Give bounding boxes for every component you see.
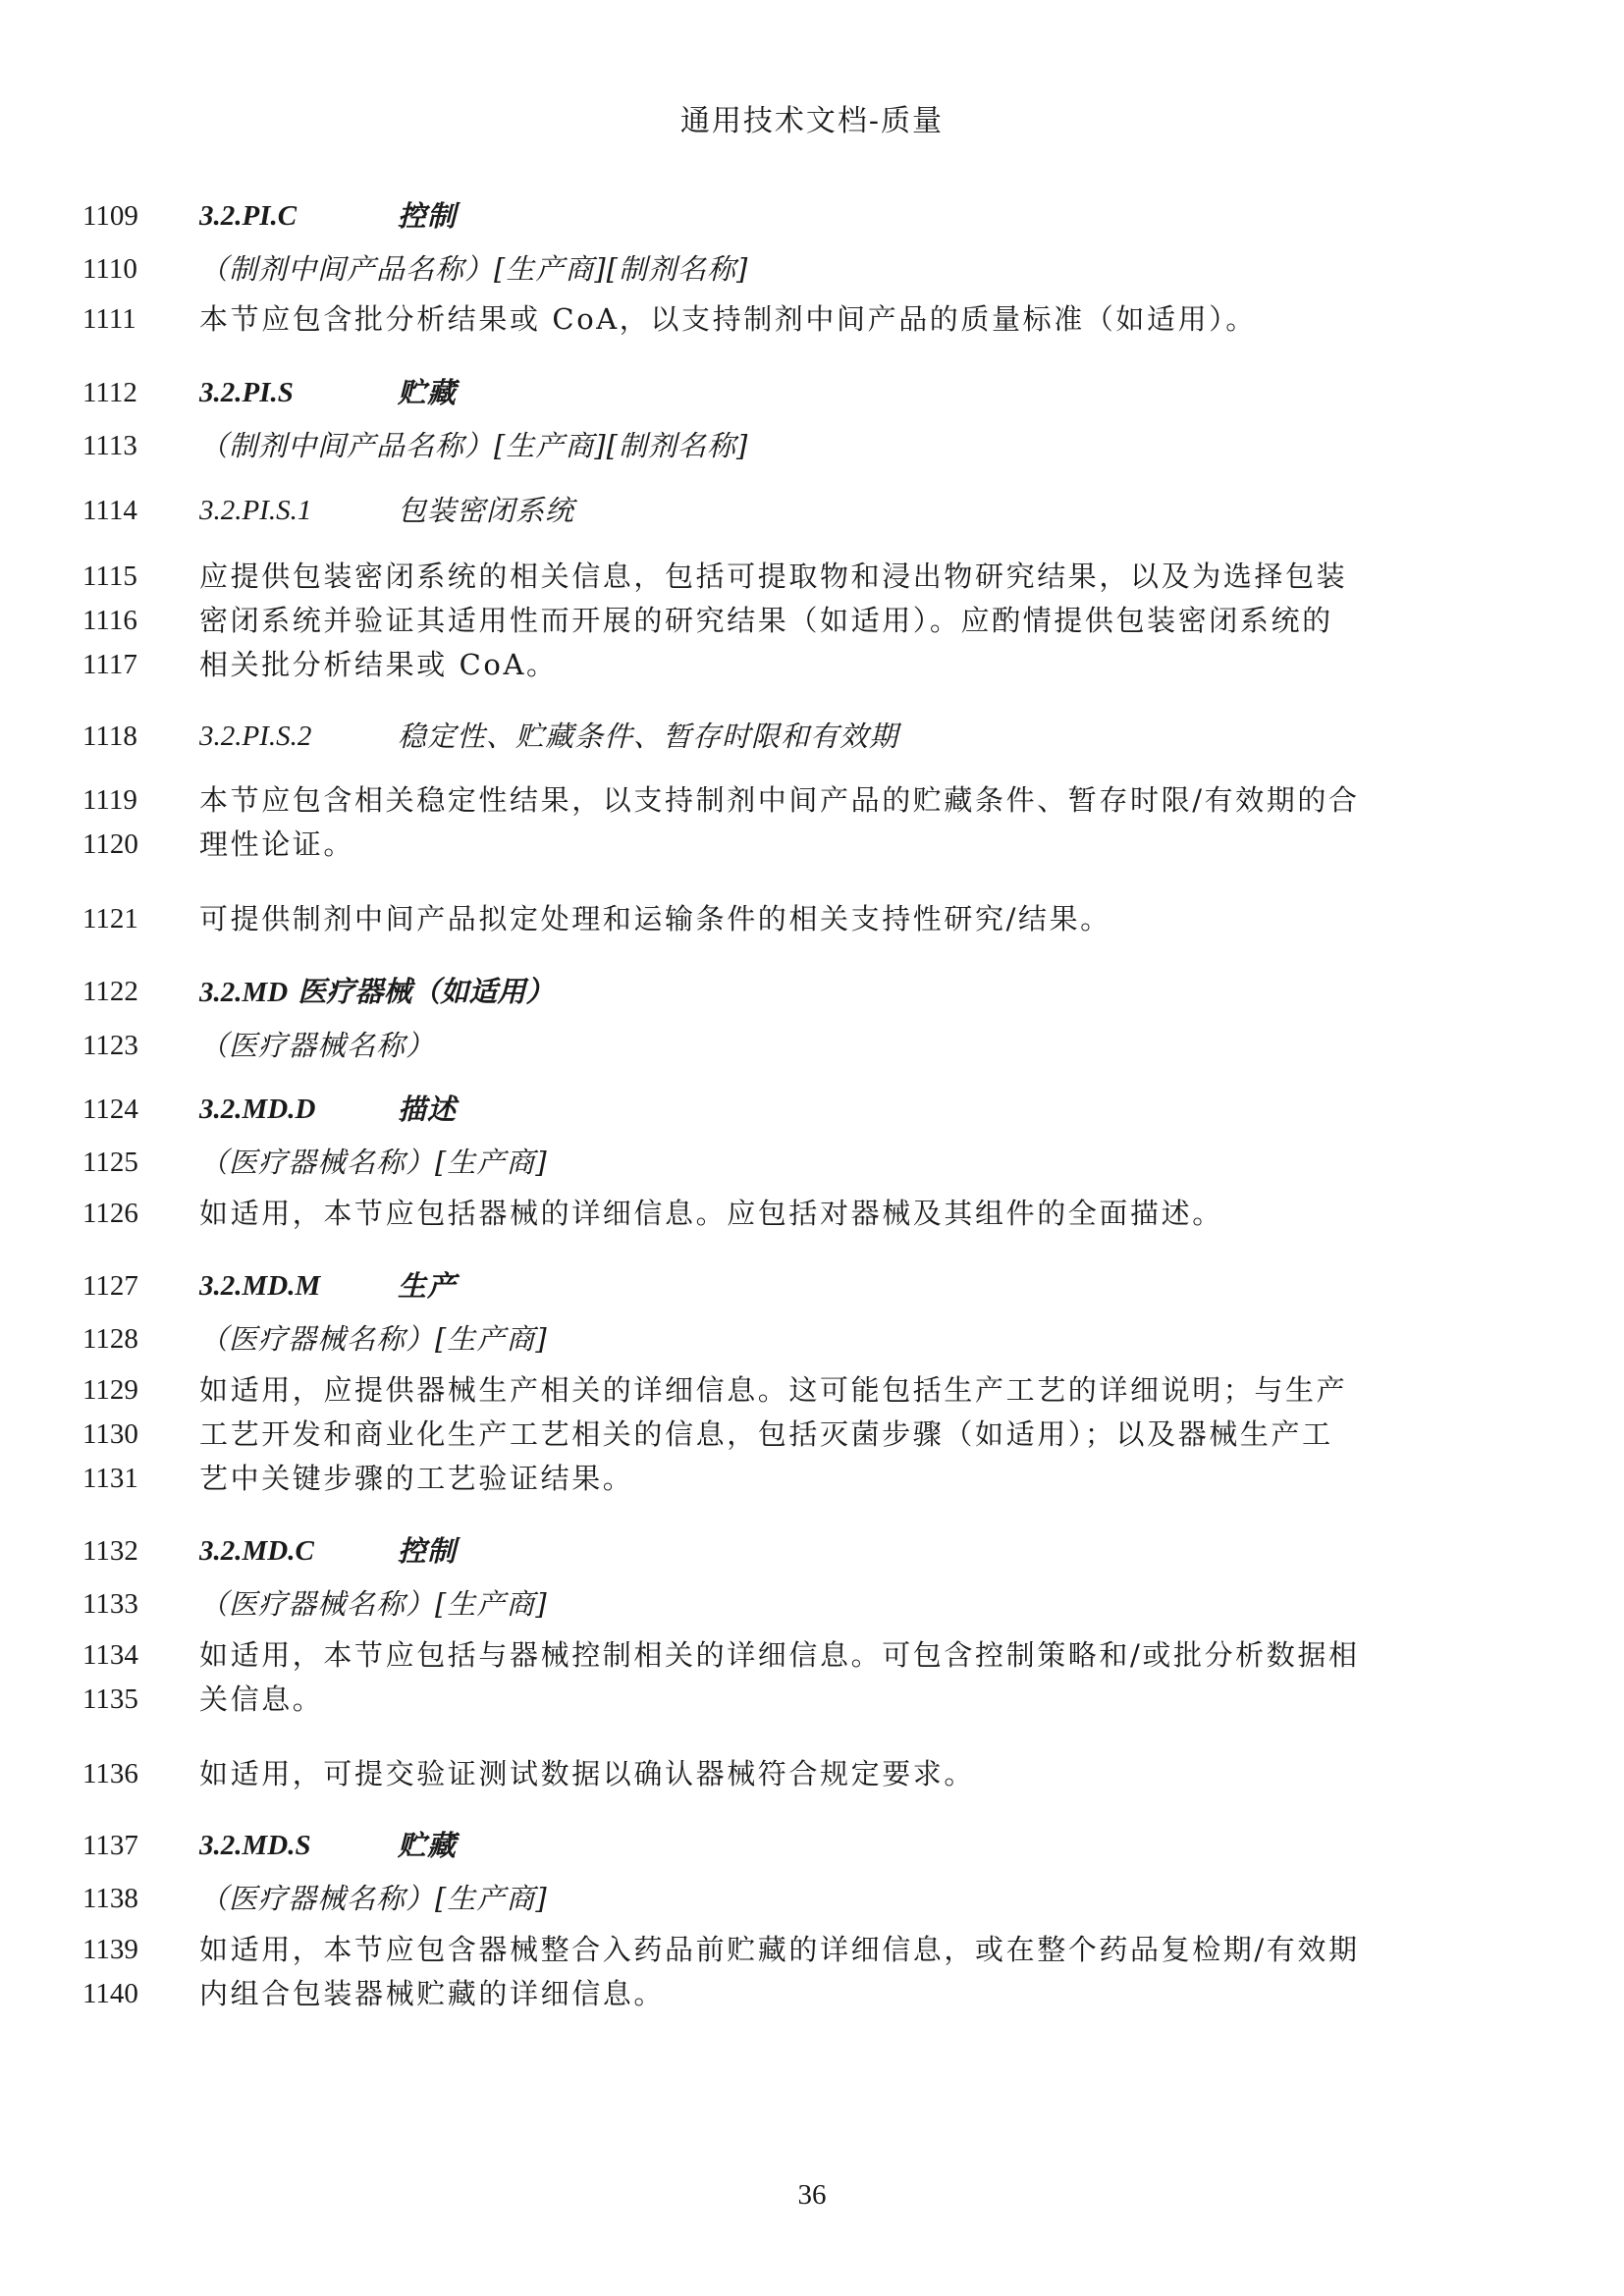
line-number: 1139 — [82, 1934, 138, 1965]
placeholder-note: （医疗器械名称）[生产商] — [199, 1146, 548, 1179]
placeholder-note: （医疗器械名称）[生产商] — [199, 1322, 548, 1356]
line-number: 1118 — [82, 721, 137, 752]
section-number: 3.2.PI.C — [199, 200, 298, 232]
line-number: 1140 — [82, 1978, 138, 2009]
section-number: 3.2.MD.D — [199, 1094, 316, 1125]
text-line — [0, 424, 1624, 467]
line-number: 1132 — [82, 1535, 138, 1567]
section-heading-line — [0, 1824, 1624, 1867]
line-number: 1123 — [82, 1030, 138, 1061]
body-text: 可提供制剂中间产品拟定处理和运输条件的相关支持性研究/结果。 — [199, 902, 1111, 935]
section-title: 描述 — [398, 1093, 458, 1126]
text-line — [0, 297, 1624, 341]
line-number: 1136 — [82, 1758, 138, 1789]
body-text: 如适用，本节应包括器械的详细信息。应包括对器械及其组件的全面描述。 — [199, 1197, 1223, 1230]
placeholder-note: （医疗器械名称） — [199, 1029, 436, 1062]
page-header: 通用技术文档-质量 — [679, 104, 945, 138]
line-number: 1117 — [82, 649, 137, 680]
text-line — [0, 555, 1624, 598]
body-text: 本节应包含相关稳定性结果，以支持制剂中间产品的贮藏条件、暂存时限/有效期的合 — [199, 783, 1360, 817]
placeholder-note: （医疗器械名称）[生产商] — [199, 1587, 548, 1621]
line-number: 1111 — [82, 303, 136, 335]
text-line — [0, 247, 1624, 291]
text-line — [0, 643, 1624, 686]
body-text: 如适用，本节应包括与器械控制相关的详细信息。可包含控制策略和/或批分析数据相 — [199, 1638, 1360, 1672]
line-number: 1125 — [82, 1147, 138, 1178]
section-number: 3.2.MD.S — [199, 1830, 311, 1861]
section-heading-line — [0, 194, 1624, 238]
placeholder-note: （制剂中间产品名称）[生产商][制剂名称] — [199, 429, 749, 462]
line-number: 1113 — [82, 430, 137, 461]
section-heading-line — [0, 1529, 1624, 1573]
line-number: 1130 — [82, 1418, 138, 1450]
text-line — [0, 1317, 1624, 1361]
line-number: 1121 — [82, 903, 138, 934]
line-number: 1124 — [82, 1094, 138, 1125]
line-number: 1122 — [82, 976, 138, 1007]
section-number: 3.2.PI.S.2 — [199, 721, 312, 752]
text-line — [0, 1928, 1624, 1971]
line-number: 1135 — [82, 1683, 138, 1715]
line-number: 1116 — [82, 605, 137, 636]
section-number: 3.2.PI.S.1 — [199, 495, 312, 526]
text-line — [0, 1877, 1624, 1920]
section-heading-line — [0, 1088, 1624, 1131]
body-text: 本节应包含批分析结果或 CoA，以支持制剂中间产品的质量标准（如适用）。 — [199, 302, 1257, 336]
line-number: 1114 — [82, 495, 137, 526]
body-text: 如适用，本节应包含器械整合入药品前贮藏的详细信息，或在整个药品复检期/有效期 — [199, 1933, 1360, 1966]
line-number: 1133 — [82, 1588, 138, 1620]
line-number: 1129 — [82, 1374, 138, 1406]
body-text: 艺中关键步骤的工艺验证结果。 — [199, 1462, 634, 1495]
section-title: 贮藏 — [398, 1829, 458, 1862]
section-title: 控制 — [398, 1534, 458, 1568]
text-line — [0, 1457, 1624, 1500]
section-title: 稳定性、贮藏条件、暂存时限和有效期 — [398, 720, 899, 753]
body-text: 应提供包装密闭系统的相关信息，包括可提取物和浸出物研究结果，以及为选择包装 — [199, 560, 1348, 593]
text-line — [0, 778, 1624, 822]
subsection-heading-line — [0, 715, 1624, 758]
line-number: 1137 — [82, 1830, 138, 1861]
subsection-heading-line — [0, 489, 1624, 532]
placeholder-note: （医疗器械名称）[生产商] — [199, 1882, 548, 1915]
section-title: 医疗器械（如适用） — [288, 975, 555, 1008]
section-number: 3.2.MD.C — [199, 1535, 314, 1567]
section-title: 控制 — [398, 199, 458, 233]
text-line — [0, 1413, 1624, 1456]
text-line — [0, 1972, 1624, 2015]
line-number: 1134 — [82, 1639, 138, 1671]
line-number: 1138 — [82, 1883, 138, 1914]
section-title: 生产 — [398, 1269, 458, 1303]
text-line — [0, 1752, 1624, 1795]
body-text: 内组合包装器械贮藏的详细信息。 — [199, 1977, 666, 2010]
text-line — [0, 1192, 1624, 1235]
text-line — [0, 1678, 1624, 1721]
body-text: 密闭系统并验证其适用性而开展的研究结果（如适用）。应酌情提供包装密闭系统的 — [199, 604, 1333, 637]
text-line — [0, 1368, 1624, 1412]
line-number: 1112 — [82, 377, 137, 408]
body-text: 如适用，应提供器械生产相关的详细信息。这可能包括生产工艺的详细说明；与生产 — [199, 1373, 1348, 1407]
line-number: 1110 — [82, 253, 137, 285]
text-line — [0, 1024, 1624, 1067]
section-number: 3.2.MD — [199, 977, 289, 1008]
placeholder-note: （制剂中间产品名称）[生产商][制剂名称] — [199, 252, 749, 286]
text-line — [0, 1582, 1624, 1626]
section-heading-line — [0, 970, 1624, 1013]
text-line — [0, 1633, 1624, 1677]
line-number: 1120 — [82, 828, 138, 860]
page-number: 36 — [797, 2179, 827, 2211]
body-text: 关信息。 — [199, 1682, 324, 1716]
line-number: 1109 — [82, 200, 138, 232]
section-heading — [199, 970, 554, 1014]
line-number: 1119 — [82, 784, 137, 816]
section-heading-line — [0, 1264, 1624, 1308]
line-number: 1131 — [82, 1463, 138, 1494]
line-number: 1127 — [82, 1270, 138, 1302]
text-line — [0, 823, 1624, 866]
text-line — [0, 599, 1624, 642]
section-title: 贮藏 — [398, 376, 458, 409]
body-text: 工艺开发和商业化生产工艺相关的信息，包括灭菌步骤（如适用）；以及器械生产工 — [199, 1417, 1333, 1451]
line-number: 1126 — [82, 1198, 138, 1229]
body-text: 理性论证。 — [199, 828, 355, 861]
text-line — [0, 897, 1624, 940]
section-number: 3.2.PI.S — [199, 377, 294, 408]
line-number: 1128 — [82, 1323, 138, 1355]
section-title: 包装密闭系统 — [398, 494, 575, 527]
section-heading-line — [0, 371, 1624, 414]
line-number: 1115 — [82, 561, 137, 592]
text-line — [0, 1141, 1624, 1184]
body-text: 相关批分析结果或 CoA。 — [199, 648, 558, 681]
section-number: 3.2.MD.M — [199, 1270, 321, 1302]
body-text: 如适用，可提交验证测试数据以确认器械符合规定要求。 — [199, 1757, 976, 1790]
